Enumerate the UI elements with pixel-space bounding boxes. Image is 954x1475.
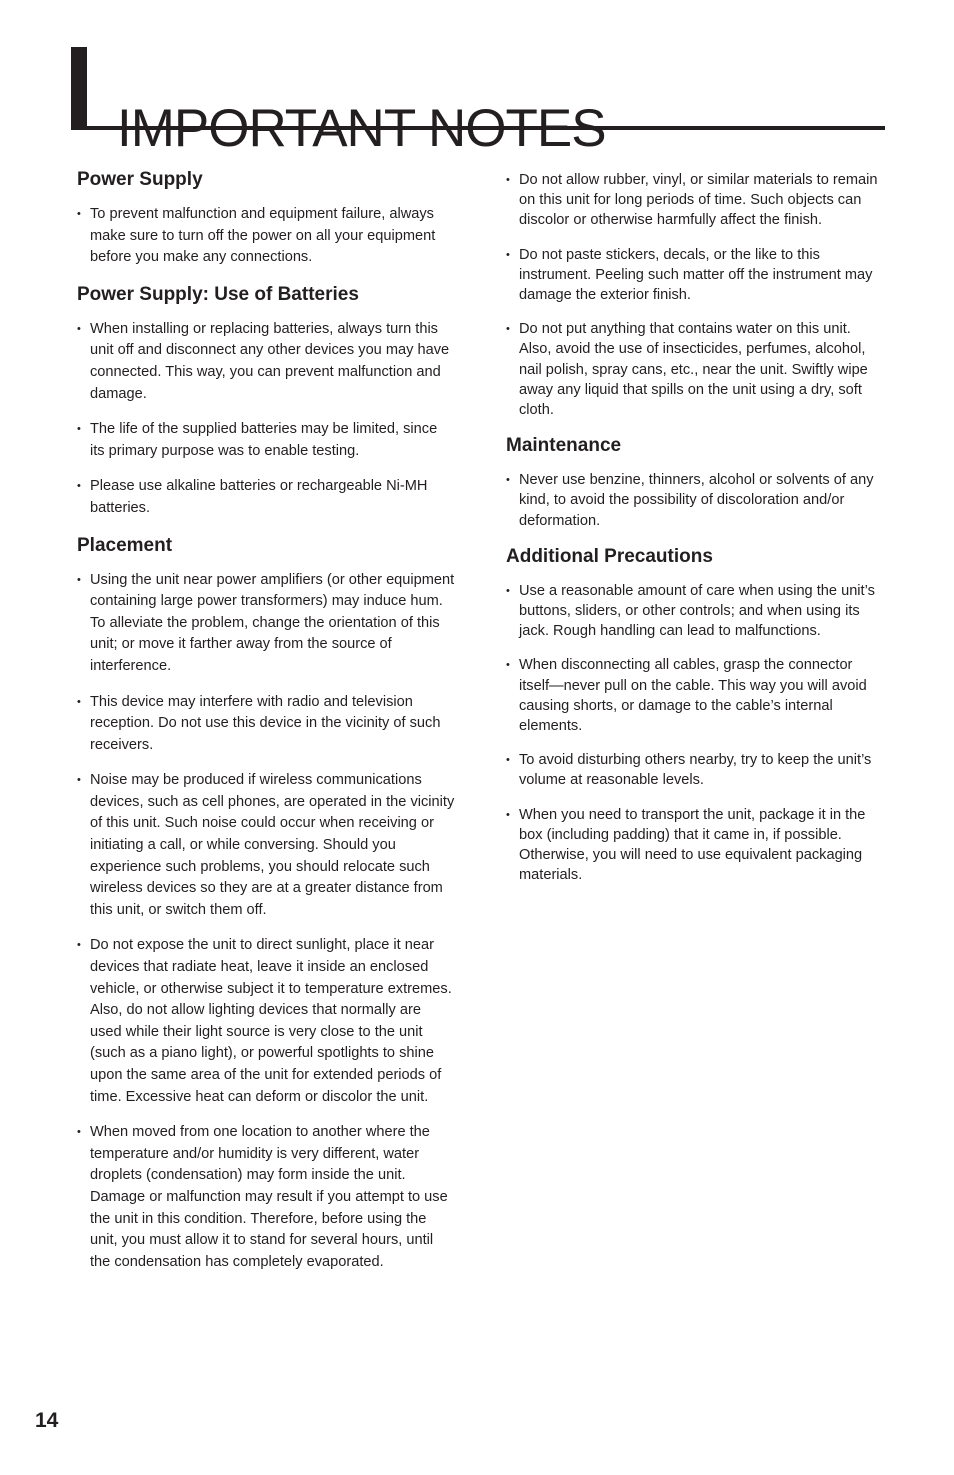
- list-item: [506, 805, 884, 886]
- section-heading: Placement: [77, 534, 173, 556]
- list-item-text: Using the unit near power amplifiers (or other equipment containing large power transformers) may induce hum. To alleviate the problem, change the orientation of this unit; or move it farther away from the source of interference.: [90, 571, 455, 674]
- list-item-text: Noise may be produced if wireless communications devices, such as cell phones, are operated in the vicinity of this unit. Such noise could occur when receiving or initiating a call, or while conversing. Should you experience such problems, you should relocate such wireless devices so they are at a greater distance from this unit, or switch them off.: [90, 772, 455, 918]
- bullet-icon: •: [506, 248, 510, 261]
- placement-section: [77, 534, 455, 1274]
- bullet-icon: •: [77, 695, 81, 708]
- right-column: [506, 170, 884, 899]
- list-item-text: This device may interfere with radio and television reception. Do not use this device in the vicinity of such receivers.: [90, 693, 441, 753]
- bullet-icon: •: [506, 584, 510, 597]
- list-item-text: When installing or replacing batteries, always turn this unit off and disconnect any other devices you may have connected. This way, you can prevent malfunction and damage.: [90, 320, 450, 402]
- bullet-icon: •: [77, 774, 81, 787]
- list-item: [77, 204, 455, 269]
- list-item-text: When disconnecting all cables, grasp the connector itself—never pull on the cable. This way you will avoid causing shorts, or damage to the cable’s internal elements.: [519, 657, 867, 735]
- bullet-list: [77, 570, 455, 1274]
- bullet-icon: •: [506, 174, 510, 186]
- bullet-icon: •: [506, 754, 510, 767]
- maintenance-section: [506, 434, 884, 531]
- list-item-text: Use a reasonable amount of care when using the unit’s buttons, sliders, or other controls; and when using its jack. Rough handling can lead to malfunctions.: [519, 582, 875, 640]
- page-title: IMPORTANT NOTES: [117, 98, 606, 158]
- list-item: [506, 750, 884, 790]
- continued-notes-section: [506, 170, 884, 420]
- list-item: [506, 655, 884, 736]
- title-accent-bar: [71, 47, 87, 129]
- list-item-text: Do not expose the unit to direct sunlight, place it near devices that radiate heat, leave it inside an enclosed vehicle, or otherwise subject it to temperature extremes. Also, do not allow lighting devices that normally are used while their light source is very close to the unit (such as a piano light), or powerful spotlights to shine upon the same area of the unit for extended periods of time. Excessive heat can deform or discolor the unit.: [90, 937, 452, 1105]
- bullet-icon: •: [77, 208, 81, 220]
- power-supply-use-of-batteries-section: [77, 283, 455, 520]
- list-item: [506, 245, 884, 306]
- list-item: [77, 419, 455, 462]
- bullet-icon: •: [506, 323, 510, 336]
- list-item: [506, 319, 884, 420]
- bullet-icon: •: [506, 808, 510, 821]
- bullet-list: [77, 319, 455, 520]
- section-heading: Maintenance: [506, 435, 622, 457]
- bullet-icon: •: [77, 573, 81, 586]
- list-item: [77, 935, 455, 1108]
- section-heading: Power Supply: [77, 169, 203, 190]
- list-item-text: Do not allow rubber, vinyl, or similar materials to remain on this unit for long periods of time. Such objects can discolor or otherwise harmfully affect the finish.: [519, 172, 878, 229]
- list-item-text: When you need to transport the unit, package it in the box (including padding) that it came in, if possible. Otherwise, you will need to use equivalent packaging materials.: [519, 806, 866, 884]
- list-item: [77, 476, 455, 519]
- left-column: [77, 168, 455, 1287]
- list-item: [77, 570, 455, 678]
- list-item-text: Please use alkaline batteries or rechargeable Ni-MH batteries.: [90, 478, 428, 516]
- bullet-icon: •: [77, 939, 81, 952]
- list-item-text: The life of the supplied batteries may be limited, since its primary purpose was to enable testing.: [90, 421, 438, 459]
- bullet-list: [77, 204, 455, 269]
- list-item: [77, 319, 455, 405]
- bullet-list: [506, 170, 884, 420]
- list-item-text: When moved from one location to another where the temperature and/or humidity is very different, water droplets (condensation) may form inside the unit. Damage or malfunction may result if you attempt to use the unit in this condition. Therefore, before using the unit, you must allow it to stand for several hours, until the condensation has completely evaporated.: [90, 1124, 448, 1270]
- bullet-icon: •: [77, 423, 81, 436]
- list-item: [77, 1122, 455, 1273]
- page-number: 14: [35, 1409, 59, 1432]
- section-heading: Power Supply: Use of Batteries: [77, 283, 359, 305]
- list-item: [506, 470, 884, 531]
- list-item-text: To prevent malfunction and equipment failure, always make sure to turn off the power on all your equipment before you make any connections.: [90, 206, 436, 266]
- list-item: [506, 581, 884, 642]
- list-item: [77, 692, 455, 757]
- bullet-icon: •: [506, 474, 510, 487]
- list-item: [77, 770, 455, 921]
- bullet-icon: •: [77, 322, 81, 335]
- list-item-text: Do not paste stickers, decals, or the like to this instrument. Peeling such matter off the instrument may damage the exterior finish.: [519, 246, 873, 304]
- bullet-list: [506, 581, 884, 886]
- bullet-list: [506, 470, 884, 531]
- bullet-icon: •: [506, 659, 510, 672]
- bullet-icon: •: [77, 1126, 81, 1139]
- section-heading: Additional Precautions: [506, 545, 713, 567]
- bullet-icon: •: [77, 480, 81, 493]
- list-item-text: Never use benzine, thinners, alcohol or solvents of any kind, to avoid the possibility of discoloration and/or deformation.: [519, 472, 874, 529]
- list-item: [506, 170, 884, 231]
- power-supply-section: [77, 168, 455, 269]
- list-item-text: Do not put anything that contains water on this unit. Also, avoid the use of insecticides, perfumes, alcohol, nail polish, spray cans, etc., near the unit. Swiftly wipe away any liquid that spills on the unit using a dry, soft cloth.: [519, 321, 868, 419]
- list-item-text: To avoid disturbing others nearby, try to keep the unit’s volume at reasonable levels.: [519, 752, 872, 789]
- additional-precautions-section: [506, 545, 884, 886]
